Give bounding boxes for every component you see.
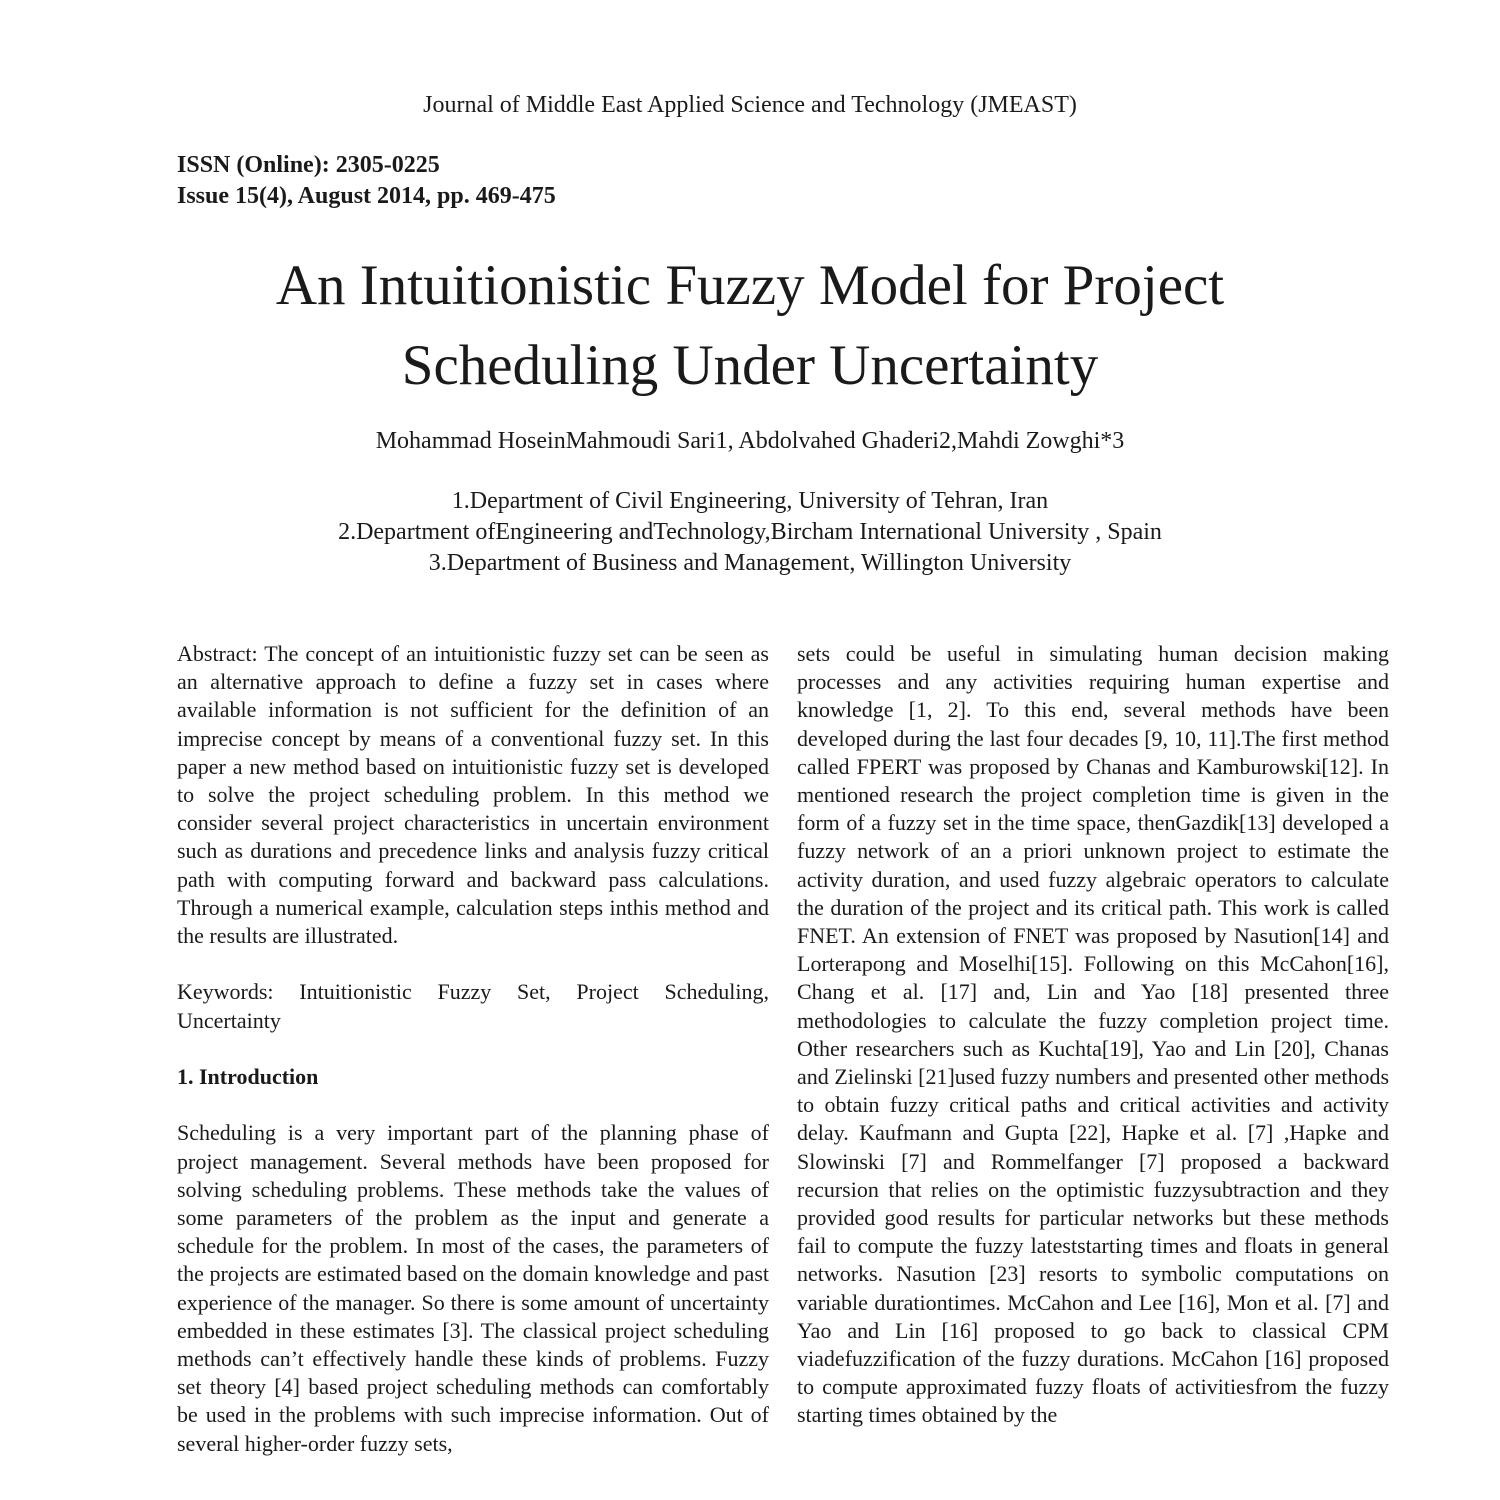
- title-line-1: An Intuitionistic Fuzzy Model for Project: [275, 254, 1225, 317]
- affiliation-1: 1.Department of Civil Engineering, University of Tehran, Iran: [451, 488, 1049, 514]
- right-column-paragraph: sets could be useful in simulating human decision making processes and any activities requiring human expertise and knowledge [1, 2]. To this end, several methods have been developed during the last four decades [9, 10, 11].The first method called FPERT was proposed by Chanas and Kamburowski[12]. In mentioned research the project completion time is given in the form of a fuzzy set in the time space, thenGazdik[13] developed a fuzzy network of an a priori unknown project to estimate the activity duration, and used fuzzy algebraic operators to calculate the duration of the project and its critical path. This work is called FNET. An extension of FNET was proposed by Nasution[14] and Lorterapong and Moselhi[15]. Following on this McCahon[16], Chang et al. [17] and, Lin and Yao [18] presented three methodologies to calculate the fuzzy completion project time. Other researchers such as Kuchta[19], Yao and Lin [20], Chanas and Zielinski [21]used fuzzy numbers and presented other methods to obtain fuzzy critical paths and critical activities and activity delay. Kaufmann and Gupta [22], Hapke et al. [7] ,Hapke and Slowinski [7] and Rommelfanger [7] proposed a backward recursion that relies on the optimistic fuzzysubtraction and they provided good results for particular networks but these methods fail to compute the fuzzy lateststarting times and floats in general networks. Nasution [23] resorts to symbolic computations on variable durationtimes. McCahon and Lee [16], Mon et al. [7] and Yao and Lin [16] proposed to go back to classical CPM viadefuzzification of the fuzzy durations. McCahon [16] proposed to compute approximated fuzzy floats of activitiesfrom the fuzzy starting times obtained by the: [797, 641, 1389, 1428]
- introduction-paragraph: Scheduling is a very important part of the planning phase of project management. Several methods have been proposed for solving scheduling problems. These methods take the values of some parameters of the problem as the input and generate a schedule for the problem. In most of the cases, the parameters of the projects are estimated based on the domain knowledge and past experience of the manager. So there is some amount of uncertainty embedded in these estimates [3]. The classical project scheduling methods can’t effectively handle these kinds of problems. Fuzzy set theory [4] based project scheduling methods can comfortably be used in the problems with such imprecise information. Out of several higher-order fuzzy sets,: [177, 1120, 769, 1456]
- abstract-paragraph: Abstract: The concept of an intuitionistic fuzzy set can be seen as an alternative approach to define a fuzzy set in cases where available information is not sufficient for the definition of an imprecise concept by means of a conventional fuzzy set. In this paper a new method based on intuitionistic fuzzy set is developed to solve the project scheduling problem. In this method we consider several project characteristics in uncertain environment such as durations and precedence links and analysis fuzzy critical path with computing forward and backward pass calculations. Through a numerical example, calculation steps inthis method and the results are illustrated.: [177, 641, 769, 949]
- affiliation-3: 3.Department of Business and Management, Willington University: [428, 550, 1072, 576]
- section-heading-introduction: 1. Introduction: [177, 1064, 319, 1090]
- left-column: [177, 640, 769, 1458]
- journal-name: Journal of Middle East Applied Science and Technology (JMEAST): [423, 92, 1077, 118]
- issue-line: Issue 15(4), August 2014, pp. 469-475: [177, 183, 556, 209]
- title-line-2: Scheduling Under Uncertainty: [401, 334, 1099, 397]
- publication-info: [177, 150, 556, 212]
- keywords-paragraph: Keywords: Intuitionistic Fuzzy Set, Project Scheduling, Uncertainty: [177, 979, 769, 1033]
- author-list: Mohammad HoseinMahmoudi Sari1, Abdolvahed Ghaderi2,Mahdi Zowghi*3: [375, 428, 1125, 454]
- affiliation-2: 2.Department ofEngineering andTechnology,Bircham International University , Spain: [338, 519, 1162, 545]
- issn-line: ISSN (Online): 2305-0225: [177, 152, 440, 178]
- paper-title: [0, 246, 1500, 406]
- right-column: [797, 640, 1389, 1430]
- affiliation-list: [0, 486, 1500, 579]
